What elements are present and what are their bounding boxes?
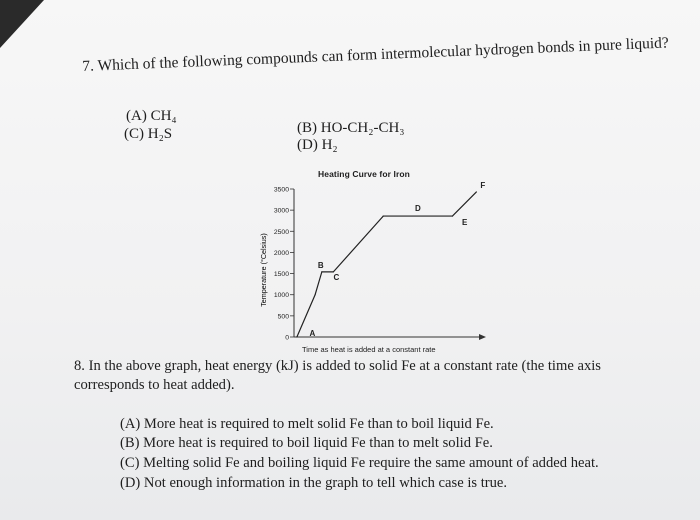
y-tick-label: 2500 [273, 228, 289, 236]
y-tick-label: 2000 [273, 249, 289, 257]
y-tick-label: 1500 [273, 271, 289, 279]
q8-answer-a: (A) More heat is required to melt solid Fe than to boil liquid Fe. [120, 416, 494, 432]
y-tick-label: 3000 [273, 207, 289, 215]
q7-option-b: (B) HO-CH₂-CH₃ [297, 120, 405, 136]
y-tick-label: 1000 [273, 292, 289, 300]
q8-answer-c: (C) Melting solid Fe and boiling liquid Fe require the same amount of added heat. [120, 455, 599, 471]
x-axis-label: Time as heat is added at a constant rate [302, 345, 436, 354]
q8-answer-b: (B) More heat is required to boil liquid Fe than to melt solid Fe. [120, 435, 493, 451]
point-label-f: F [480, 180, 486, 190]
q7-option-d: (D) H₂ [297, 137, 338, 153]
q8-answer-d: (D) Not enough information in the graph to tell which case is true. [120, 475, 508, 491]
curve-segment [452, 192, 476, 216]
point-label-a: A [309, 329, 316, 338]
curve-segment [333, 216, 383, 272]
chart-ticks [274, 187, 294, 342]
q7-option-c: (C) H₂S [124, 126, 173, 142]
chart-point-labels [309, 181, 485, 338]
chart-title: Heating Curve for Iron [318, 169, 410, 179]
point-label-c: C [333, 272, 340, 282]
question-7-text: 7. Which of the following compounds can form intermolecular hydrogen bonds in pure liquid? [82, 34, 670, 75]
point-label-b: B [317, 260, 324, 270]
point-label-e: E [461, 218, 468, 228]
x-axis-arrow [479, 334, 486, 340]
y-tick-label: 500 [277, 313, 289, 321]
question-8-text: 8. In the above graph, heat energy (kJ) is added to solid Fe at a constant rate (the time axis corresponds to heat added). [74, 358, 601, 393]
q7-option-a: (A) CH₄ [126, 108, 177, 124]
point-label-d: D [414, 204, 421, 214]
curve-segment [315, 272, 322, 295]
chart-curve [297, 192, 477, 337]
y-tick-label: 3500 [273, 186, 289, 194]
y-axis-label: Temperature (°Celsius) [259, 233, 268, 307]
y-tick-label: 0 [285, 334, 289, 342]
